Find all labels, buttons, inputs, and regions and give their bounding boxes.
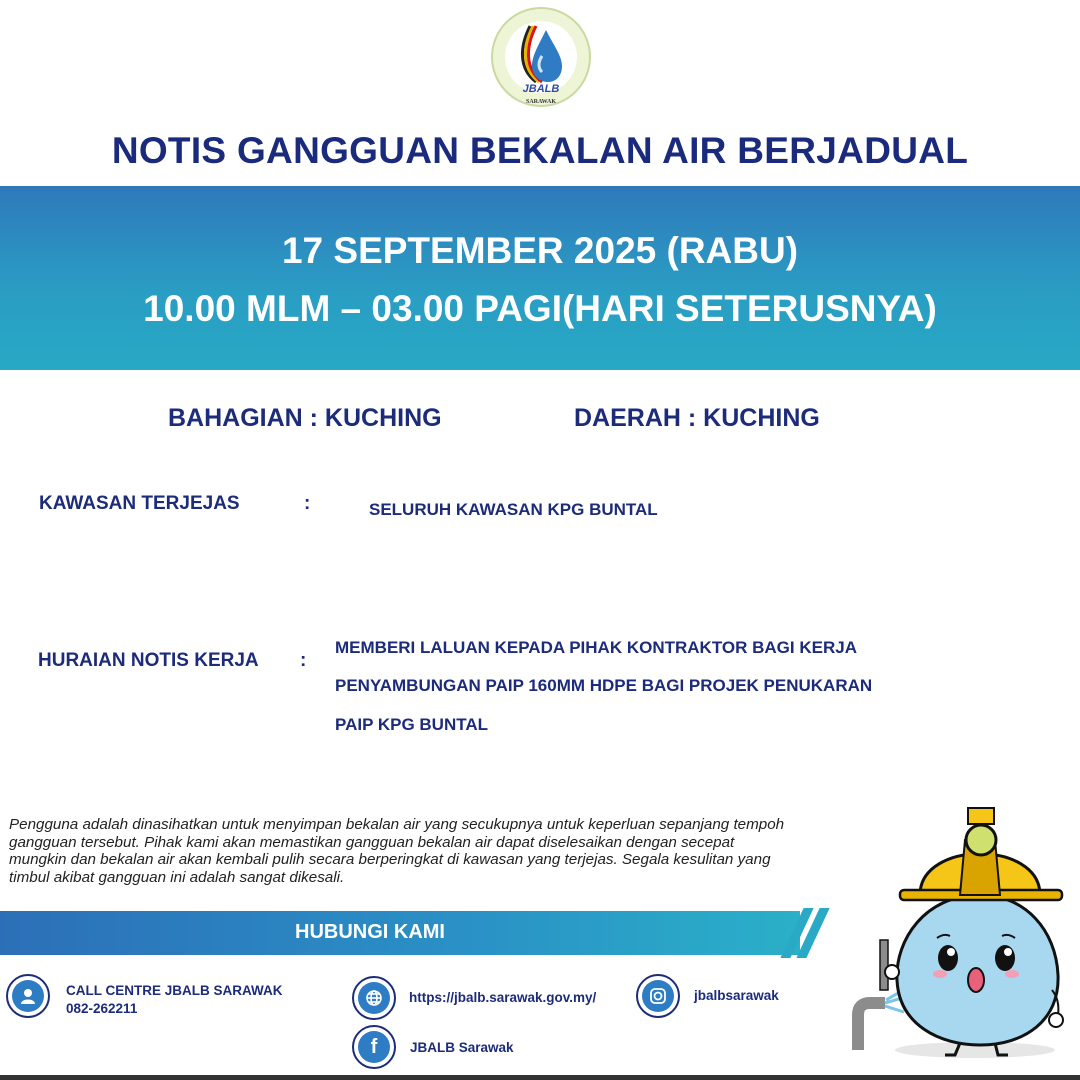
call-centre-contact[interactable]: [66, 982, 283, 1018]
schedule-banner: [0, 186, 1080, 370]
user-icon: [6, 974, 50, 1018]
affected-area-label: KAWASAN TERJEJAS: [39, 493, 240, 514]
contact-header-bar: [0, 911, 800, 955]
instagram-handle[interactable]: jbalbsarawak: [694, 988, 779, 1003]
call-centre-name: CALL CENTRE JBALB SARAWAK: [66, 983, 283, 998]
instagram-icon[interactable]: [636, 974, 680, 1018]
water-drop-mascot: [840, 800, 1080, 1075]
work-description-line-2: PENYAMBUNGAN PAIP 160MM HDPE BAGI PROJEK PENUKARAN: [335, 676, 873, 695]
work-description-line-1: MEMBERI LALUAN KEPADA PIHAK KONTRAKTOR BAGI KERJA: [335, 638, 857, 657]
facebook-page[interactable]: JBALB Sarawak: [410, 1040, 514, 1055]
time-line: 10.00 MLM – 03.00 PAGI(HARI SETERUSNYA): [143, 288, 937, 329]
affected-area-value: SELURUH KAWASAN KPG BUNTAL: [369, 500, 658, 519]
call-centre-phone[interactable]: 082-262211: [66, 1001, 138, 1016]
globe-icon[interactable]: [352, 976, 396, 1020]
work-description-line-3: PAIP KPG BUNTAL: [335, 715, 489, 734]
page-title: NOTIS GANGGUAN BEKALAN AIR BERJADUAL: [111, 130, 969, 171]
work-description-label: HURAIAN NOTIS KERJA: [38, 650, 259, 671]
work-description-separator: :: [300, 650, 307, 671]
facebook-icon[interactable]: f: [352, 1025, 396, 1069]
jbalb-logo: [490, 6, 592, 108]
bottom-border: [0, 1075, 1080, 1080]
advisory-note: Pengguna adalah dinasihatkan untuk menyimpan bekalan air yang secukupnya untuk keperluan sepanjang tempoh gangguan tersebut. Pihak kami akan memastikan gangguan bekalan air dapat diselesaikan dengan secepat mungkin dan bekalan air akan kembali pulih secara berperingkat di kawasan yang terjejas. Segala kesulitan yang timbul akibat gangguan ini adalah sangat dikesali.: [9, 816, 785, 886]
bahagian-label: BAHAGIAN : KUCHING: [168, 404, 442, 432]
contact-heading: HUBUNGI KAMI: [295, 921, 445, 943]
affected-area-separator: :: [304, 493, 311, 514]
date-line: 17 SEPTEMBER 2025 (RABU): [281, 230, 799, 271]
svg-text:JBALB: JBALB: [522, 83, 560, 95]
website-link[interactable]: https://jbalb.sarawak.gov.my/: [409, 990, 597, 1005]
daerah-label: DAERAH : KUCHING: [574, 404, 820, 432]
svg-text:SARAWAK: SARAWAK: [525, 99, 557, 105]
